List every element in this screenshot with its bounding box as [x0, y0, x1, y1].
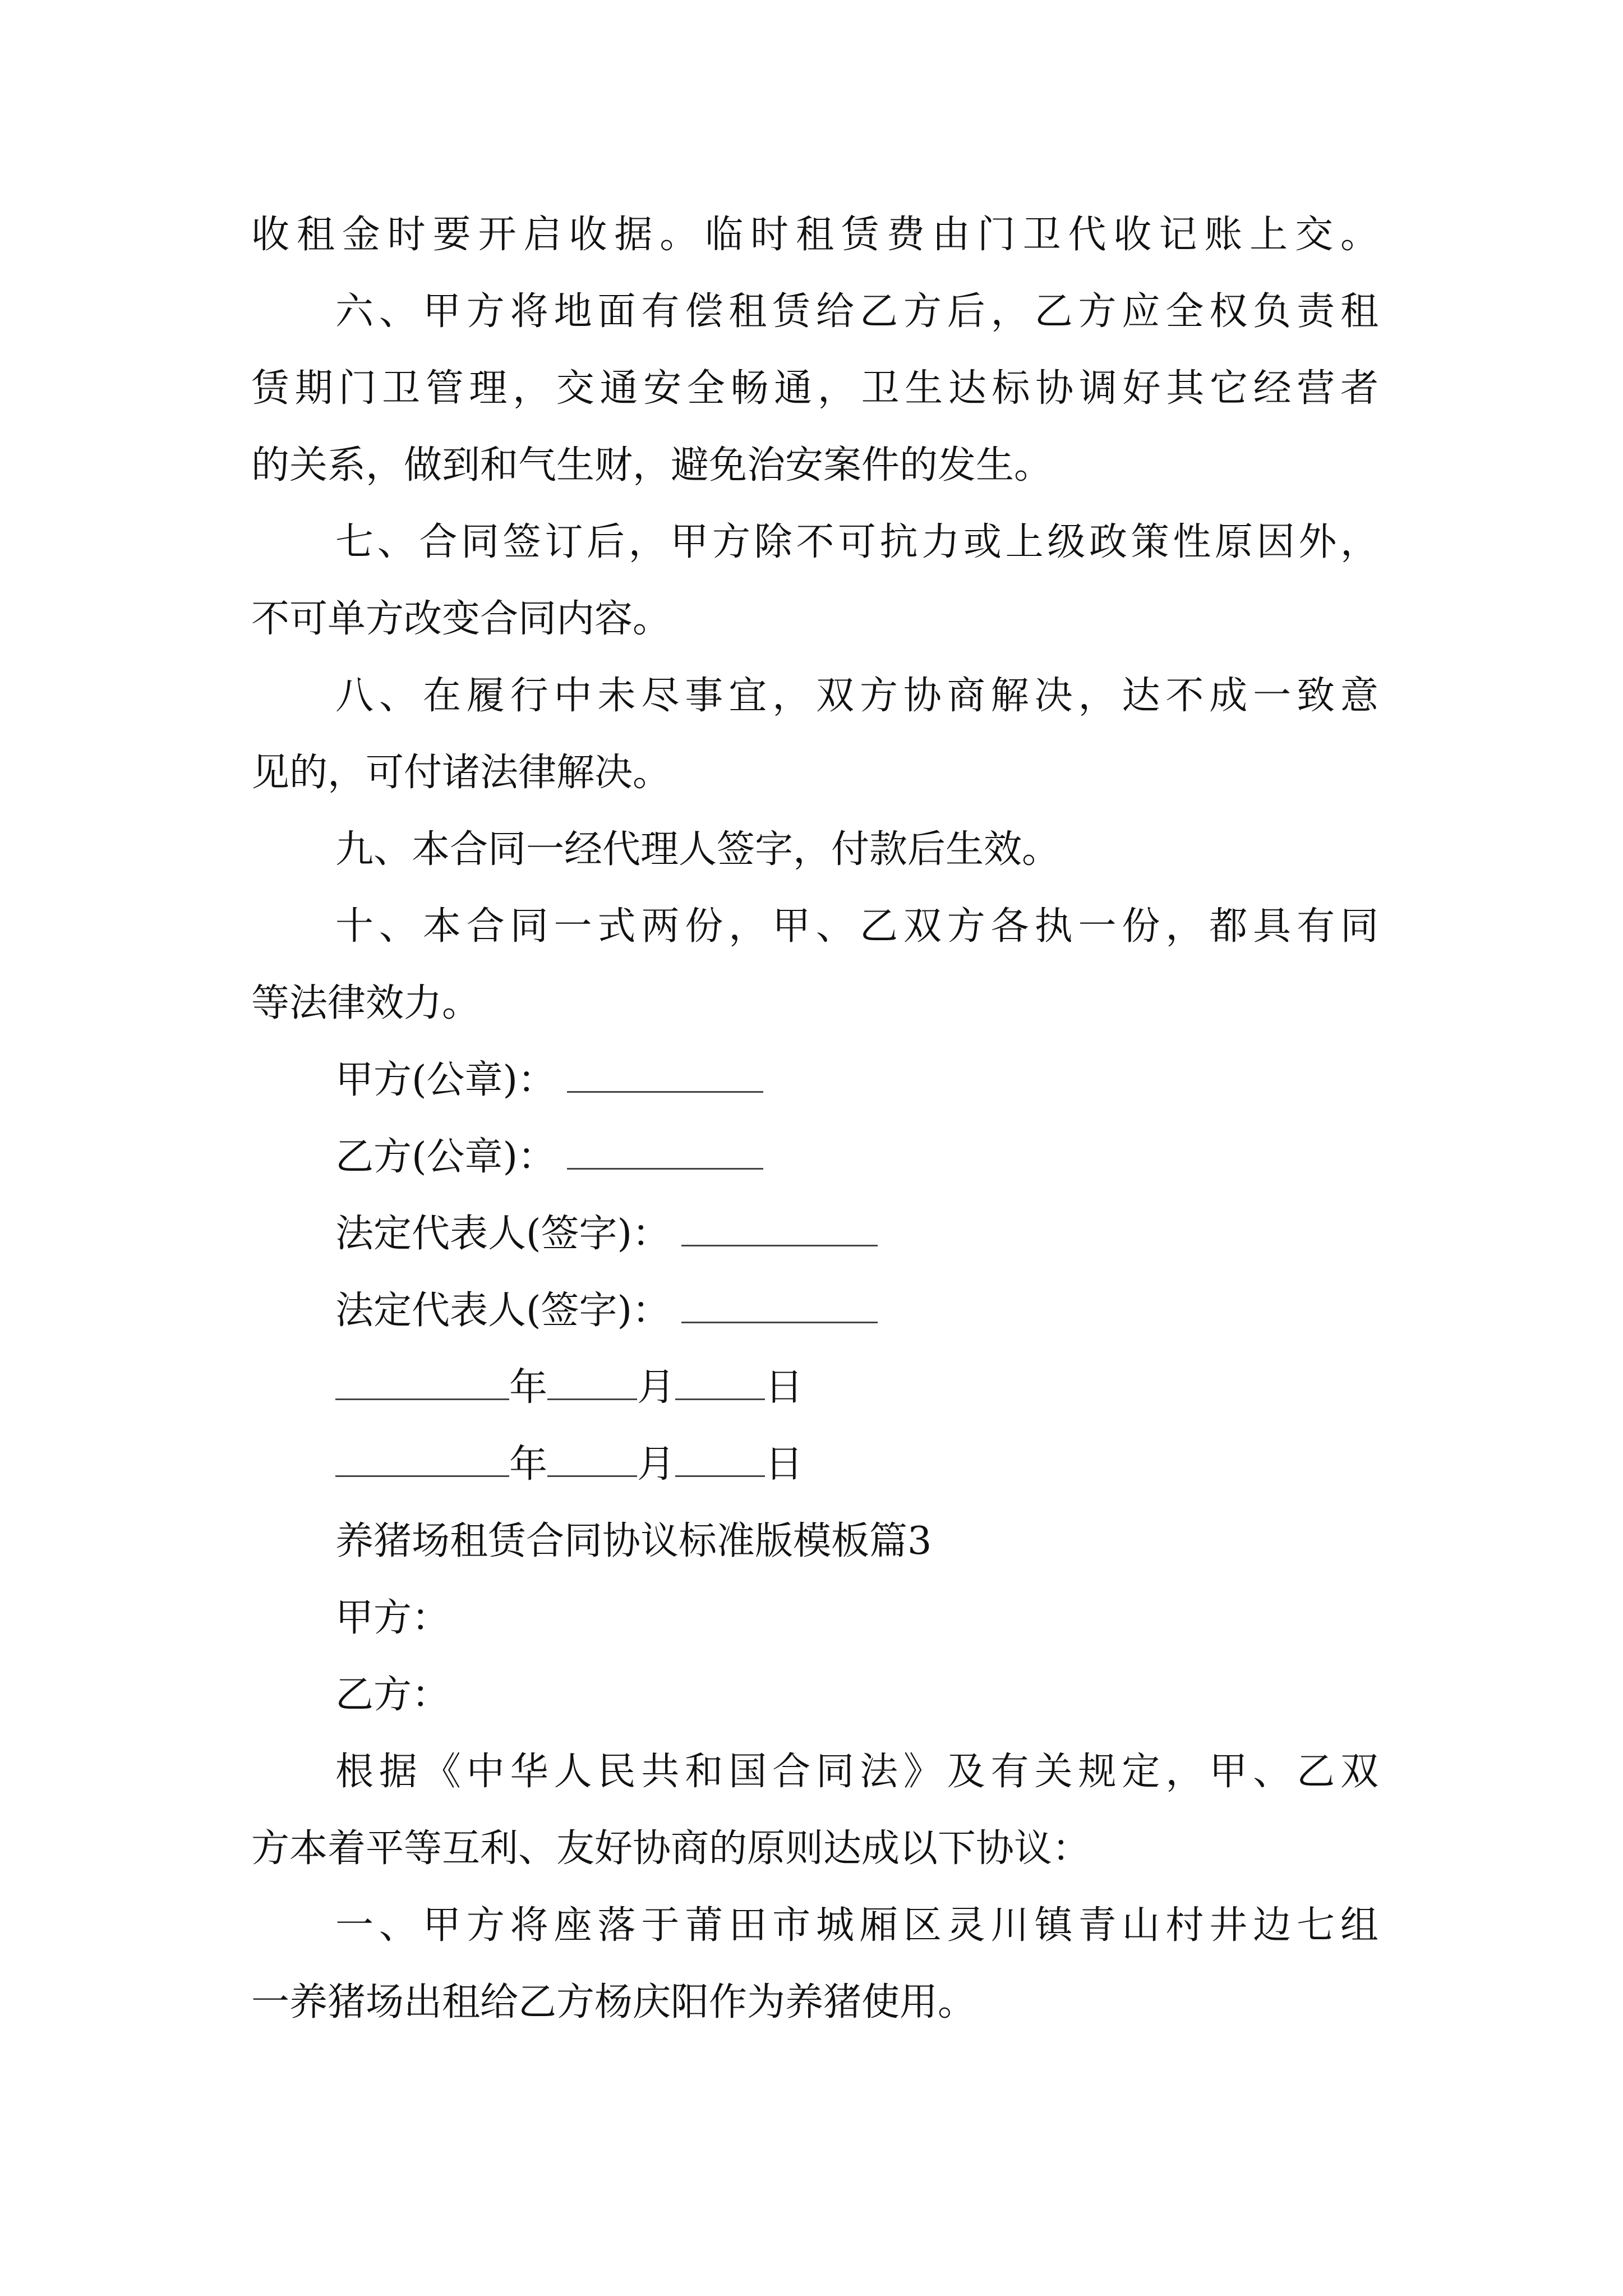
date-line	[251, 1349, 1378, 1426]
party-a-line: 甲方：	[335, 1596, 450, 1640]
month-label: 月	[637, 1442, 676, 1487]
year-label: 年	[509, 1365, 548, 1410]
month-blank	[547, 1441, 637, 1477]
day-label: 日	[765, 1365, 804, 1410]
clause-1-line: 一、甲方将座落于莆田市城厢区灵川镇青山村井边七组	[335, 1903, 1378, 1948]
party-b-line: 乙方：	[335, 1673, 450, 1717]
year-blank	[335, 1364, 509, 1400]
clause-8-line: 八、在履行中未尽事宜，双方协商解决，达不成一致意	[335, 674, 1378, 718]
signature-blank	[567, 1056, 763, 1093]
preamble-line: 根据《中华人民共和国合同法》及有关规定，甲、乙双	[335, 1750, 1378, 1794]
year-blank	[335, 1441, 509, 1477]
month-label: 月	[637, 1365, 676, 1410]
paragraph-line: 收租金时要开启收据。临时租赁费由门卫代收记账上交。	[251, 213, 1378, 257]
document-body	[251, 196, 1378, 2041]
date-line	[251, 1426, 1378, 1503]
clause-10-line: 十、本合同一式两份，甲、乙双方各执一份，都具有同	[335, 904, 1378, 949]
signature-blank	[681, 1287, 878, 1323]
section-title: 养猪场租赁合同协议标准版模板篇3	[335, 1519, 932, 1563]
paragraph-line: 的关系，做到和气生财，避免治安案件的发生。	[251, 443, 1053, 487]
clause-7-line: 七、合同签订后，甲方除不可抗力或上级政策性原因外，	[335, 520, 1378, 564]
legal-rep-signature-line	[251, 1272, 1378, 1349]
month-blank	[547, 1364, 637, 1400]
day-blank	[675, 1441, 765, 1477]
clause-6-line: 六、甲方将地面有偿租赁给乙方后，乙方应全权负责租	[335, 289, 1378, 334]
paragraph-line: 一养猪场出租给乙方杨庆阳作为养猪使用。	[251, 1980, 976, 2024]
paragraph-line: 赁期门卫管理，交通安全畅通，卫生达标协调好其它经营者	[251, 366, 1378, 411]
signature-blank	[567, 1133, 763, 1170]
signature-label: 法定代表人(签字)：	[335, 1212, 671, 1256]
signature-blank	[681, 1210, 878, 1246]
day-label: 日	[765, 1442, 804, 1487]
legal-rep-signature-line	[251, 1195, 1378, 1272]
paragraph-line: 见的，可付诸法律解决。	[251, 751, 671, 795]
year-label: 年	[509, 1442, 548, 1487]
paragraph-line: 等法律效力。	[251, 981, 481, 1025]
paragraph-line: 不可单方改变合同内容。	[251, 597, 671, 641]
clause-9-line: 九、本合同一经代理人签字，付款后生效。	[335, 827, 1061, 872]
signature-label: 甲方(公章)：	[335, 1058, 556, 1102]
party-a-seal-line	[251, 1042, 1378, 1119]
paragraph-line: 方本着平等互利、友好协商的原则达成以下协议：	[251, 1826, 1091, 1871]
signature-label: 法定代表人(签字)：	[335, 1289, 671, 1333]
party-b-seal-line	[251, 1119, 1378, 1195]
signature-label: 乙方(公章)：	[335, 1135, 556, 1179]
day-blank	[675, 1364, 765, 1400]
